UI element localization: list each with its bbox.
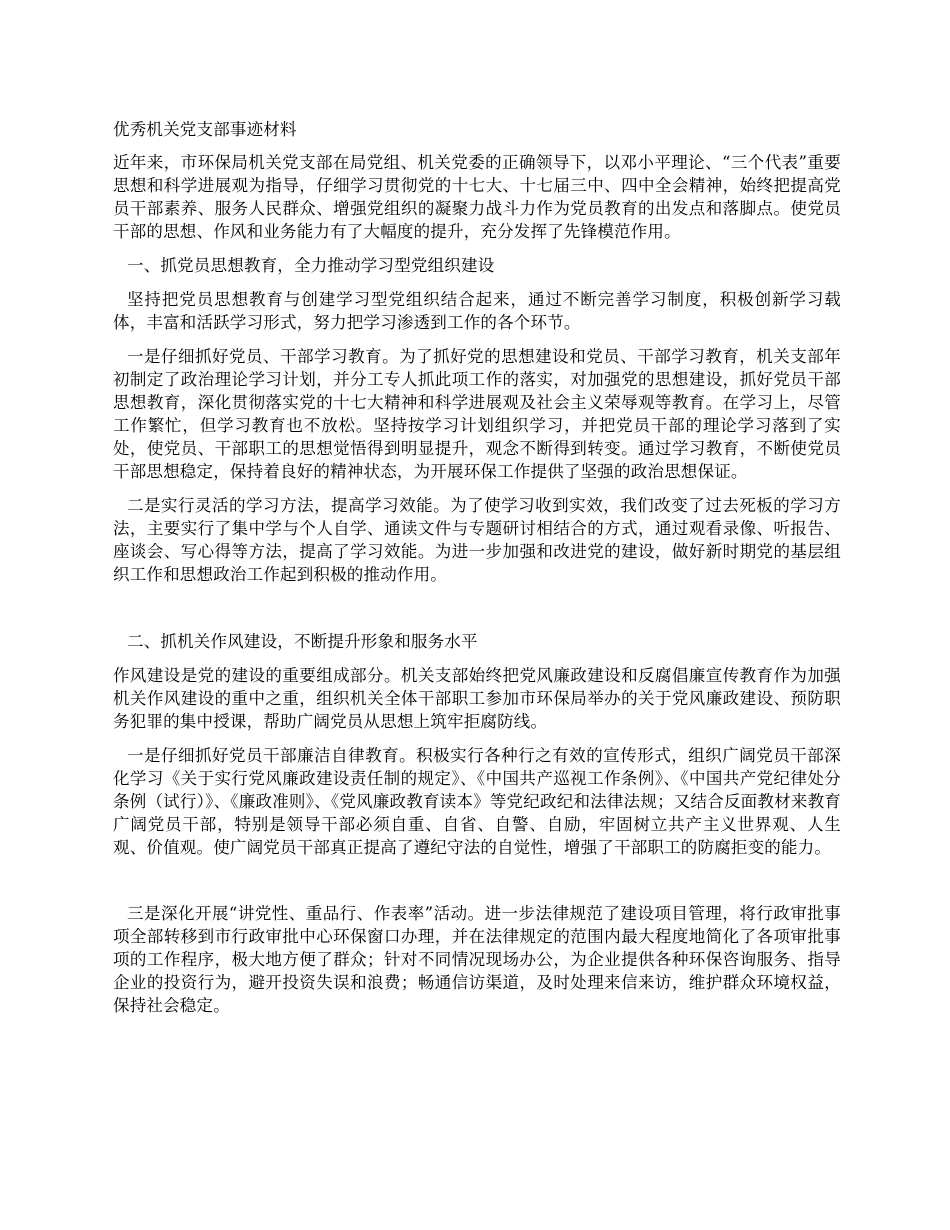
section-heading-1: 一、抓党员思想教育，全力推动学习型党组织建设 bbox=[127, 256, 495, 275]
document-page bbox=[113, 118, 841, 1028]
section-1-paragraph-2: 一是仔细抓好党员、干部学习教育。为了抓好党的思想建设和党员、干部学习教育，机关支部年初制定了政治理论学习计划，并分工专人抓此项工作的落实，对加强党的思想建设，抓好党员干部思想教育，深化贯彻落实党的十七大精神和科学进展观及社会主义荣辱观等教育。在学习上，尽管工作繁忙，但学习教育也不放松。坚持按学习计划组织学习，并把党员干部的理论学习落到了实处，使党员、干部职工的思想觉悟得到明显提升，观念不断得到转变。通过学习教育，不断使党员干部思想稳定，保持着良好的精神状态，为开展环保工作提供了坚强的政治思想保证。 bbox=[113, 347, 841, 481]
intro-paragraph: 近年来，市环保局机关党支部在局党组、机关党委的正确领导下，以邓小平理论、“三个代表”重要思想和科学进展观为指导，仔细学习贯彻党的十七大、十七届三中、四中全会精神，始终把提高党员干部素养、服务人民群众、增强党组织的凝聚力战斗力作为党员教育的出发点和落脚点。使党员干部的思想、作风和业务能力有了大幅度的提升，充分发挥了先锋模范作用。 bbox=[113, 153, 841, 241]
document-title: 优秀机关党支部事迹材料 bbox=[113, 120, 297, 139]
section-2-paragraph-2: 一是仔细抓好党员干部廉洁自律教育。积极实行各种行之有效的宣传形式，组织广阔党员干部深化学习《关于实行党风廉政建设责任制的规定》、《中国共产巡视工作条例》、《中国共产党纪律处分条例（试行）》、《廉政准则》、《党风廉政教育读本》等党纪政纪和法律法规；又结合反面教材来教育广阔党员干部，特别是领导干部必须自重、自省、自警、自励，牢固树立共产主义世界观、人生观、价值观。使广阔党员干部真正提高了遵纪守法的自觉性，增强了干部职工的防腐拒变的能力。 bbox=[113, 746, 841, 857]
section-1-paragraph-1: 坚持把党员思想教育与创建学习型党组织结合起来，通过不断完善学习制度，积极创新学习载体，丰富和活跃学习形式，努力把学习渗透到工作的各个环节。 bbox=[113, 290, 841, 332]
blank-line bbox=[113, 870, 841, 902]
section-1-paragraph-3: 二是实行灵活的学习方法，提高学习效能。为了使学习收到实效，我们改变了过去死板的学习方法，主要实行了集中学与个人自学、通读文件与专题研讨相结合的方式，通过观看录像、听报告、座谈会、写心得等方法，提高了学习效能。为进一步加强和改进党的建设，做好新时期党的基层组织工作和思想政治工作起到积极的推动作用。 bbox=[113, 496, 841, 584]
section-2-paragraph-3: 三是深化开展“讲党性、重品行、作表率”活动。进一步法律规范了建设项目管理，将行政审批事项全部转移到市行政审批中心环保窗口办理，并在法律规定的范围内最大程度地简化了各项审批事项的工作程序，极大地方便了群众；针对不同情况现场办公，为企业提供各种环保咨询服务、指导企业的投资行为，避开投资失误和浪费；畅通信访渠道，及时处理来信来访，维护群众环境权益，保持社会稳定。 bbox=[113, 904, 841, 1015]
section-2-paragraph-1: 作风建设是党的建设的重要组成部分。机关支部始终把党风廉政建设和反腐倡廉宣传教育作为加强机关作风建设的重中之重，组织机关全体干部职工参加市环保局举办的关于党风廉政建设、预防职务犯罪的集中授课，帮助广阔党员从思想上筑牢拒腐防线。 bbox=[113, 666, 841, 731]
blank-line bbox=[113, 597, 841, 630]
section-heading-2: 二、抓机关作风建设，不断提升形象和服务水平 bbox=[127, 632, 478, 651]
